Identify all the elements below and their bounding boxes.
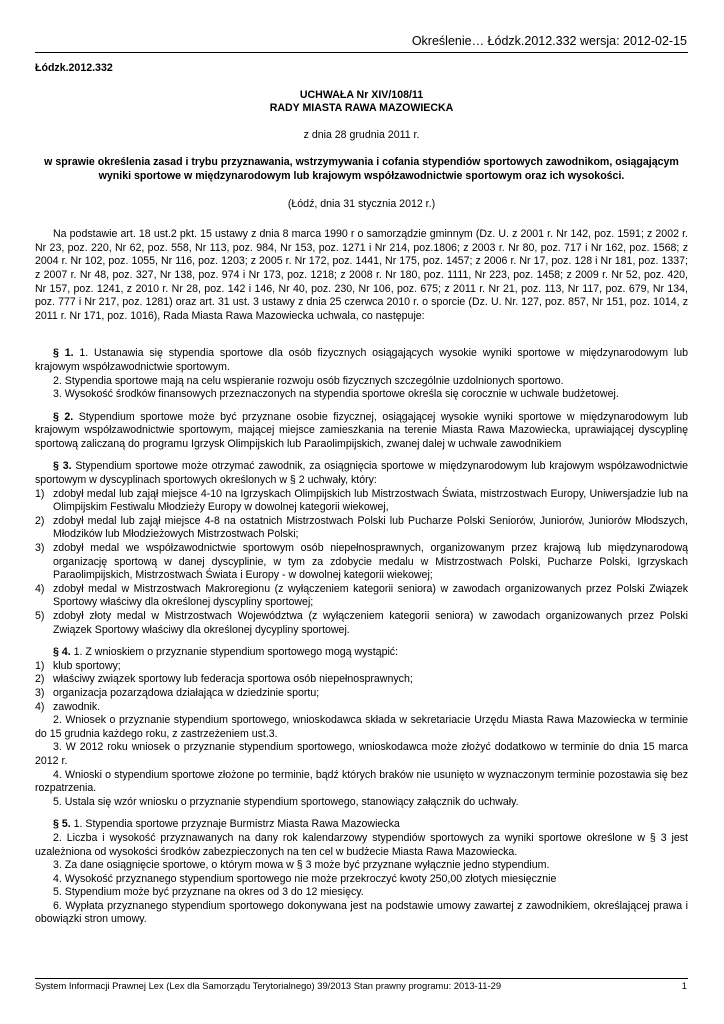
section-5-text: 1. Stypendia sportowe przyznaje Burmistrz Miasta Rawa Mazowiecka	[70, 818, 400, 831]
list-item	[35, 542, 688, 583]
publication-note: (Łódź, dnia 31 stycznia 2012 r.)	[287, 197, 436, 210]
document-body	[35, 62, 688, 927]
council-name: RADY MIASTA RAWA MAZOWIECKA	[269, 102, 454, 115]
section-1-para-2: 2. Stypendia sportowe mają na celu wspieranie rozwoju osób fizycznych szczególnie uzdolnionych sportowo.	[53, 374, 564, 387]
section-4-para-3: 3. W 2012 roku wniosek o przyznanie stypendium sportowego, wnioskodawca może złożyć dodatkowo w terminie do dnia 15 marca 2012 r.	[35, 741, 688, 767]
section-5-para-3: 3. Za dane osiągnięcie sportowe, o którym mowa w § 3 może być przyznane wyłącznie jedno stypendium.	[53, 859, 550, 872]
list-item-text: zawodnik.	[53, 700, 101, 713]
section-5-mark: § 5.	[53, 818, 71, 831]
list-item	[35, 610, 688, 637]
section-5-para-6: 6. Wypłata przyznanego stypendium sportowego dokonywana jest na podstawie umowy zawartej z zawodnikiem, określającej prawa i obowiązki stron umowy.	[35, 899, 688, 926]
page-number: 1	[681, 980, 687, 991]
list-item	[35, 673, 688, 687]
section-1-mark: § 1.	[53, 347, 74, 360]
section-4-para-4: 4. Wnioski o stypendium sportowe złożone po terminie, bądź których braków nie usunięto w wyznaczonym terminie pozostawia się bez rozpatrzenia.	[35, 768, 688, 795]
section-1-para-1	[35, 347, 688, 374]
list-item-number: 4)	[35, 582, 45, 595]
list-item-text: zdobył medal lub zajął miejsce 4-10 na Igrzyskach Olimpijskich lub Mistrzostwach Świata, mistrzostwach Europy, Uniwersjadzie lub na Olimpijskim Festiwalu Młodzieży Europy w dowolnej kategorii wiekowej,	[53, 487, 688, 514]
list-item-number: 1)	[35, 659, 45, 672]
list-item-number: 3)	[35, 686, 45, 699]
section-2-text: Stypendium sportowe może być przyznane osobie fizycznej, osiągającej wysokie wyniki sportowe w międzynarodowym lub krajowym współzawodnictwie sportowym, mającej miejsce zamieszkania na terenie Miasta Rawa Mazowiecka, uprawiającej dyscyplinę sportową zaliczaną do programu Igrzysk Olimpijskich lub Paraolimpijskich, zwanej dalej w uchwale zawodnikiem	[35, 410, 688, 450]
list-item-number: 5)	[35, 610, 45, 622]
resolution-subject: w sprawie określenia zasad i trybu przyznawania, wstrzymywania i cofania stypendiów sportowych zawodnikom, osiągającym wyniki sportowe w międzynarodowym lub krajowym współzawodnictwie sportowym oraz ich wysokości.	[44, 156, 679, 182]
list-item	[35, 515, 688, 542]
list-item	[35, 660, 688, 674]
list-item-text: właściwy związek sportowy lub federacja sportowa osób niepełnosprawnych;	[53, 673, 413, 686]
list-item-number: 3)	[35, 542, 45, 555]
section-5-para-4: 4. Wysokość przyznanego stypendium sportowego nie może przekroczyć kwoty 250,00 złotych miesięcznie	[53, 872, 557, 885]
section-1-text: 1. Ustanawia się stypendia sportowe dla osób fizycznych osiągających wysokie wyniki sportowe w międzynarodowym lub krajowym współzawodnictwie sportowym.	[35, 347, 688, 373]
section-2-para-1	[35, 411, 688, 452]
section-3-intro	[35, 460, 688, 487]
section-3-text: Stypendium sportowe może otrzymać zawodnik, za osiągnięcia sportowe w międzynarodowym lub krajowym współzawodnictwie sportowym w dyscyplinach sportowych określonych w § 2 uchwały, który:	[35, 460, 688, 487]
list-item-text: zdobył medal we współzawodnictwie sportowym osób niepełnosprawnych, organizowanym przez krajową lub międzynarodową organizację sportową w danej dyscyplinie, w tym za zdobycie medalu w Mistrzostwach Polski, Pucharze Polski, Igrzyskach Paraolimpijskich, Mistrzostwach Świata i Europy - w dowolnej kategorii wiekowej;	[53, 542, 688, 582]
section-1-para-3: 3. Wysokość środków finansowych przeznaczonych na stypendia sportowe określa się corocznie w uchwale budżetowej.	[53, 388, 619, 401]
list-item	[35, 583, 688, 610]
section-5-para-5: 5. Stypendium może być przyznane na okres od 3 do 12 miesięcy.	[53, 886, 364, 899]
header-rule	[35, 52, 688, 53]
section-5-para-1	[35, 818, 688, 832]
section-4-para-5: 5. Ustala się wzór wniosku o przyznanie stypendium sportowego, stanowiący załącznik do uchwały.	[53, 795, 519, 808]
list-item-text: organizacja pozarządowa działająca w dziedzinie sportu;	[53, 686, 320, 699]
list-item-text: zdobył medal lub zajął miejsce 4-8 na ostatnich Mistrzostwach Polski lub Pucharze Polski Seniorów, Juniorów, Juniorów Młodszych, Młodzików lub Młodzieżowych Mistrzostwach Polski;	[53, 514, 688, 541]
document-id: Łódzk.2012.332	[35, 62, 113, 74]
section-4-intro	[35, 646, 688, 660]
list-item-number: 2)	[35, 514, 45, 527]
section-3-mark: § 3.	[53, 460, 72, 473]
list-item-text: zdobył złoty medal w Mistrzostwach Województwa (z wyłączeniem kategorii seniora) w zawodach organizowanych przez Polski Związek Sportowy właściwy dla określonej dycypliny sportowej.	[53, 610, 688, 636]
list-item-number: 1)	[35, 487, 45, 500]
resolution-title: UCHWAŁA Nr XIV/108/11	[299, 88, 424, 101]
list-item	[35, 687, 688, 701]
preamble: Na podstawie art. 18 ust.2 pkt. 15 ustawy z dnia 8 marca 1990 r o samorządzie gminnym (Dz. U. z 2001 r. Nr 142, poz. 1591; z 2002 r. Nr 23, poz. 220, Nr 62, poz. 558, Nr 113, poz. 984, Nr 153, poz. 1271 i Nr 214, poz.1806; z 2003 r. Nr 80, poz. 717 i Nr 162, poz. 1568; z 2004 r. Nr 102, poz. 1055, Nr 116, poz. 1203; z 2005 r. Nr 172, poz. 1441, Nr 175, poz. 1457; z 2006 r. Nr 17, poz. 128 i Nr 181, poz. 1337; z 2007 r. Nr 48, poz. 327, Nr 138, poz. 974 i Nr 173, poz. 1218; z 2008 r. Nr 180, poz. 1111, Nr 223, poz. 1458; z 2009 r. Nr 52, poz. 420, Nr 157, poz. 1241, z 2010 r. Nr 28, poz. 142 i 146, Nr 40, poz. 230, Nr 106, poz. 675; z 2011 r. Nr 21, poz. 113, Nr 117, poz. 679, Nr 134, poz. 777 i Nr 217, poz. 1281) oraz art. 31 ust. 3 ustawy z dnia 25 czerwca 2010 r. o sporcie (Dz. U. Nr. 127, poz. 857, Nr 151, poz. 1014, z 2011 r. Nr 171, poz. 1016), Rada Miasta Rawa Mazowiecka uchwala, co następuje:	[35, 228, 688, 322]
footer-source: System Informacji Prawnej Lex (Lex dla Samorządu Terytorialnego) 39/2013 Stan prawny programu: 2013-11-29	[35, 980, 502, 991]
list-item-number: 2)	[35, 673, 45, 686]
resolution-date: z dnia 28 grudnia 2011 r.	[303, 128, 420, 141]
section-4-mark: § 4.	[53, 646, 71, 659]
footer-rule	[35, 978, 688, 979]
list-item	[35, 701, 688, 715]
running-header: Określenie… Łódzk.2012.332 wersja: 2012-02-15	[411, 34, 687, 48]
list-item-number: 4)	[35, 700, 45, 713]
section-4-text: 1. Z wnioskiem o przyznanie stypendium sportowego mogą wystąpić:	[70, 646, 399, 659]
section-2-mark: § 2.	[53, 410, 74, 423]
list-item	[35, 488, 688, 515]
section-4-para-2: 2. Wniosek o przyznanie stypendium sportowego, wnioskodawca składa w sekretariacie Urzędu Miasta Rawa Mazowiecka w terminie do 15 grudnia każdego roku, z zastrzeżeniem ust.3.	[35, 714, 688, 740]
list-item-text: klub sportowy;	[53, 659, 121, 672]
list-item-text: zdobył medal w Mistrzostwach Makroregionu (z wyłączeniem kategorii seniora) w zawodach organizowanych przez Polski Związek Sportowy właściwy dla określonej dyscypliny sportowej;	[53, 582, 688, 609]
section-5-para-2: 2. Liczba i wysokość przyznawanych na dany rok kalendarzowy stypendiów sportowych za wyniki sportowe określone w § 3 jest uzależniona od wysokości środków zabezpieczonych na ten cel w budżecie Miasta Rawa Mazowiecka.	[35, 831, 688, 858]
